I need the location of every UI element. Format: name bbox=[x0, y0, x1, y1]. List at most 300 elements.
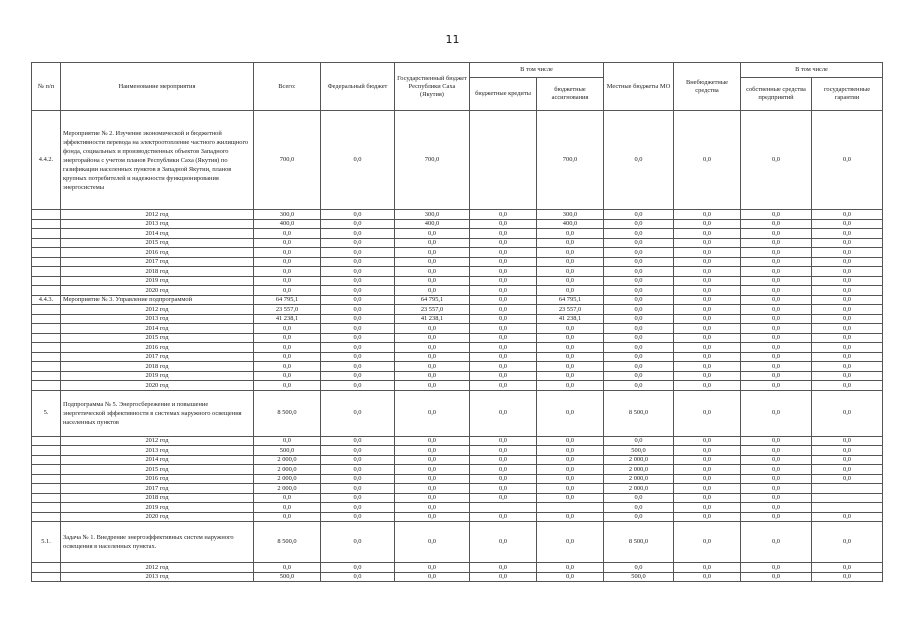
value-cell: 0,0 bbox=[395, 474, 470, 484]
value-cell: 0,0 bbox=[537, 257, 604, 267]
value-cell: 0,0 bbox=[812, 229, 883, 239]
value-cell: 0,0 bbox=[604, 381, 674, 391]
value-cell: 0,0 bbox=[674, 522, 741, 563]
header-row-1 bbox=[32, 63, 883, 78]
value-cell: 0,0 bbox=[395, 267, 470, 277]
value-cell: 0,0 bbox=[321, 474, 395, 484]
value-cell: 0,0 bbox=[254, 352, 321, 362]
value-cell: 23 557,0 bbox=[537, 305, 604, 315]
value-cell: 0,0 bbox=[537, 371, 604, 381]
value-cell: 0,0 bbox=[321, 465, 395, 475]
value-cell: 0,0 bbox=[321, 305, 395, 315]
row-number-cell bbox=[32, 474, 61, 484]
value-cell: 0,0 bbox=[254, 343, 321, 353]
value-cell: 0,0 bbox=[741, 343, 812, 353]
value-cell: 0,0 bbox=[321, 455, 395, 465]
value-cell: 0,0 bbox=[674, 362, 741, 372]
value-cell: 0,0 bbox=[395, 522, 470, 563]
table-row bbox=[32, 248, 883, 258]
value-cell: 0,0 bbox=[604, 324, 674, 334]
value-cell: 8 500,0 bbox=[254, 390, 321, 436]
value-cell: 0,0 bbox=[470, 493, 537, 503]
value-cell: 0,0 bbox=[395, 493, 470, 503]
budget-table bbox=[31, 62, 883, 582]
table-row bbox=[32, 362, 883, 372]
value-cell: 0,0 bbox=[741, 248, 812, 258]
value-cell: 0,0 bbox=[321, 267, 395, 277]
value-cell: 2 000,0 bbox=[604, 474, 674, 484]
value-cell: 2 000,0 bbox=[604, 484, 674, 494]
row-number-cell bbox=[32, 446, 61, 456]
value-cell: 0,0 bbox=[741, 493, 812, 503]
value-cell: 0,0 bbox=[254, 436, 321, 446]
value-cell: 0,0 bbox=[537, 465, 604, 475]
value-cell: 400,0 bbox=[395, 219, 470, 229]
value-cell: 0,0 bbox=[741, 381, 812, 391]
value-cell: 0,0 bbox=[604, 210, 674, 220]
table-row bbox=[32, 371, 883, 381]
value-cell: 0,0 bbox=[812, 314, 883, 324]
value-cell: 0,0 bbox=[321, 512, 395, 522]
row-number-cell bbox=[32, 210, 61, 220]
value-cell: 0,0 bbox=[604, 295, 674, 305]
value-cell: 0,0 bbox=[321, 563, 395, 573]
table-row bbox=[32, 381, 883, 391]
value-cell: 0,0 bbox=[254, 229, 321, 239]
col-header-state: Государственный бюджет Республики Саха (Якутия) bbox=[395, 63, 470, 111]
row-number-cell bbox=[32, 572, 61, 582]
value-cell: 0,0 bbox=[470, 484, 537, 494]
value-cell: 0,0 bbox=[812, 238, 883, 248]
col-header-name: Наименование мероприятия bbox=[61, 63, 254, 111]
row-name-cell: 2019 год bbox=[61, 503, 254, 513]
value-cell: 0,0 bbox=[395, 343, 470, 353]
value-cell: 0,0 bbox=[812, 563, 883, 573]
value-cell: 0,0 bbox=[812, 390, 883, 436]
row-name-cell: 2017 год bbox=[61, 484, 254, 494]
table-row bbox=[32, 238, 883, 248]
row-number-cell bbox=[32, 257, 61, 267]
row-name-cell: 2015 год bbox=[61, 238, 254, 248]
value-cell: 0,0 bbox=[470, 229, 537, 239]
value-cell: 0,0 bbox=[537, 238, 604, 248]
value-cell: 0,0 bbox=[674, 572, 741, 582]
value-cell: 0,0 bbox=[321, 248, 395, 258]
table-row bbox=[32, 474, 883, 484]
col-header-assign: бюджетные ассигнования bbox=[537, 78, 604, 111]
value-cell: 23 557,0 bbox=[395, 305, 470, 315]
value-cell: 0,0 bbox=[674, 305, 741, 315]
value-cell: 0,0 bbox=[321, 229, 395, 239]
row-name-cell: Задача № 1. Внедрение энергоэффективных систем наружного освещения в населенных пунктах. bbox=[61, 522, 254, 563]
value-cell: 0,0 bbox=[604, 436, 674, 446]
value-cell: 0,0 bbox=[741, 219, 812, 229]
value-cell: 0,0 bbox=[321, 381, 395, 391]
table-row bbox=[32, 390, 883, 436]
value-cell: 0,0 bbox=[741, 286, 812, 296]
value-cell: 0,0 bbox=[321, 238, 395, 248]
row-name-cell: 2012 год bbox=[61, 210, 254, 220]
value-cell: 0,0 bbox=[470, 314, 537, 324]
value-cell: 0,0 bbox=[470, 455, 537, 465]
value-cell: 0,0 bbox=[741, 333, 812, 343]
value-cell: 0,0 bbox=[812, 111, 883, 210]
value-cell: 0,0 bbox=[604, 219, 674, 229]
value-cell: 500,0 bbox=[254, 572, 321, 582]
value-cell: 0,0 bbox=[741, 465, 812, 475]
row-name-cell: 2014 год bbox=[61, 324, 254, 334]
value-cell bbox=[470, 503, 537, 513]
value-cell: 0,0 bbox=[741, 238, 812, 248]
value-cell: 0,0 bbox=[741, 305, 812, 315]
value-cell: 0,0 bbox=[395, 352, 470, 362]
value-cell: 0,0 bbox=[674, 295, 741, 305]
value-cell: 0,0 bbox=[470, 563, 537, 573]
value-cell: 0,0 bbox=[741, 210, 812, 220]
value-cell: 0,0 bbox=[470, 343, 537, 353]
value-cell: 0,0 bbox=[812, 257, 883, 267]
value-cell: 64 795,1 bbox=[254, 295, 321, 305]
value-cell: 0,0 bbox=[254, 493, 321, 503]
value-cell: 0,0 bbox=[674, 219, 741, 229]
value-cell: 0,0 bbox=[470, 257, 537, 267]
value-cell: 0,0 bbox=[537, 333, 604, 343]
value-cell: 8 500,0 bbox=[604, 390, 674, 436]
page-number: 11 bbox=[445, 33, 460, 46]
value-cell: 41 238,1 bbox=[254, 314, 321, 324]
value-cell: 0,0 bbox=[674, 229, 741, 239]
value-cell: 0,0 bbox=[395, 390, 470, 436]
row-number-cell bbox=[32, 436, 61, 446]
value-cell: 0,0 bbox=[470, 352, 537, 362]
value-cell: 0,0 bbox=[537, 563, 604, 573]
value-cell: 0,0 bbox=[674, 371, 741, 381]
value-cell: 0,0 bbox=[470, 333, 537, 343]
table-row bbox=[32, 455, 883, 465]
value-cell: 0,0 bbox=[321, 343, 395, 353]
value-cell: 0,0 bbox=[395, 572, 470, 582]
value-cell: 0,0 bbox=[812, 333, 883, 343]
value-cell: 0,0 bbox=[470, 295, 537, 305]
value-cell: 0,0 bbox=[537, 522, 604, 563]
value-cell: 0,0 bbox=[741, 512, 812, 522]
row-number-cell bbox=[32, 371, 61, 381]
table-row bbox=[32, 210, 883, 220]
value-cell: 0,0 bbox=[604, 333, 674, 343]
row-name-cell: 2014 год bbox=[61, 455, 254, 465]
row-name-cell: 2018 год bbox=[61, 362, 254, 372]
value-cell: 0,0 bbox=[537, 381, 604, 391]
value-cell: 0,0 bbox=[254, 362, 321, 372]
table-row bbox=[32, 276, 883, 286]
row-name-cell: 2020 год bbox=[61, 286, 254, 296]
col-header-total: Всего: bbox=[254, 63, 321, 111]
value-cell: 0,0 bbox=[395, 512, 470, 522]
value-cell: 0,0 bbox=[470, 305, 537, 315]
row-name-cell: 2012 год bbox=[61, 563, 254, 573]
value-cell: 0,0 bbox=[604, 314, 674, 324]
value-cell: 0,0 bbox=[741, 324, 812, 334]
table-row bbox=[32, 267, 883, 277]
value-cell: 0,0 bbox=[395, 381, 470, 391]
value-cell: 0,0 bbox=[254, 333, 321, 343]
value-cell: 0,0 bbox=[470, 362, 537, 372]
value-cell: 0,0 bbox=[470, 381, 537, 391]
value-cell: 0,0 bbox=[741, 314, 812, 324]
table-row bbox=[32, 352, 883, 362]
row-name-cell: 2015 год bbox=[61, 465, 254, 475]
value-cell: 0,0 bbox=[321, 493, 395, 503]
value-cell: 0,0 bbox=[812, 286, 883, 296]
value-cell: 0,0 bbox=[674, 324, 741, 334]
value-cell: 0,0 bbox=[395, 465, 470, 475]
value-cell: 0,0 bbox=[674, 381, 741, 391]
value-cell: 0,0 bbox=[321, 111, 395, 210]
value-cell: 0,0 bbox=[604, 503, 674, 513]
value-cell: 0,0 bbox=[812, 343, 883, 353]
row-number-cell bbox=[32, 248, 61, 258]
col-header-incl-2: В том числе bbox=[741, 63, 883, 78]
value-cell: 2 000,0 bbox=[254, 455, 321, 465]
value-cell: 0,0 bbox=[812, 267, 883, 277]
value-cell: 300,0 bbox=[537, 210, 604, 220]
value-cell: 0,0 bbox=[674, 343, 741, 353]
row-number-cell bbox=[32, 465, 61, 475]
value-cell: 0,0 bbox=[604, 238, 674, 248]
value-cell: 0,0 bbox=[470, 465, 537, 475]
value-cell: 0,0 bbox=[321, 257, 395, 267]
table-row bbox=[32, 257, 883, 267]
value-cell: 0,0 bbox=[470, 522, 537, 563]
value-cell: 41 238,1 bbox=[395, 314, 470, 324]
value-cell: 0,0 bbox=[604, 305, 674, 315]
value-cell: 300,0 bbox=[395, 210, 470, 220]
value-cell: 0,0 bbox=[812, 210, 883, 220]
row-number-cell bbox=[32, 362, 61, 372]
value-cell: 0,0 bbox=[321, 484, 395, 494]
row-name-cell: Мероприятие № 3. Управление подпрограммой bbox=[61, 295, 254, 305]
value-cell: 2 000,0 bbox=[254, 484, 321, 494]
value-cell: 500,0 bbox=[604, 572, 674, 582]
value-cell: 0,0 bbox=[604, 257, 674, 267]
table-row bbox=[32, 111, 883, 210]
value-cell: 0,0 bbox=[812, 512, 883, 522]
value-cell: 0,0 bbox=[604, 286, 674, 296]
value-cell: 0,0 bbox=[321, 324, 395, 334]
col-header-local: Местные бюджеты МО bbox=[604, 63, 674, 111]
value-cell: 0,0 bbox=[537, 229, 604, 239]
table-row bbox=[32, 314, 883, 324]
value-cell: 0,0 bbox=[254, 503, 321, 513]
value-cell: 0,0 bbox=[741, 572, 812, 582]
value-cell: 0,0 bbox=[470, 286, 537, 296]
value-cell: 0,0 bbox=[741, 371, 812, 381]
table-row bbox=[32, 219, 883, 229]
row-name-cell: 2018 год bbox=[61, 267, 254, 277]
value-cell: 0,0 bbox=[395, 446, 470, 456]
value-cell: 0,0 bbox=[537, 446, 604, 456]
value-cell: 0,0 bbox=[470, 276, 537, 286]
value-cell: 0,0 bbox=[604, 248, 674, 258]
table-body bbox=[32, 63, 883, 582]
row-number-cell: 5. bbox=[32, 390, 61, 436]
value-cell: 400,0 bbox=[254, 219, 321, 229]
row-number-cell bbox=[32, 512, 61, 522]
row-name-cell: 2013 год bbox=[61, 314, 254, 324]
value-cell: 0,0 bbox=[395, 563, 470, 573]
row-number-cell bbox=[32, 484, 61, 494]
value-cell: 23 557,0 bbox=[254, 305, 321, 315]
value-cell: 8 500,0 bbox=[254, 522, 321, 563]
row-number-cell bbox=[32, 314, 61, 324]
value-cell: 700,0 bbox=[395, 111, 470, 210]
col-header-no: № п/п bbox=[32, 63, 61, 111]
value-cell: 0,0 bbox=[395, 276, 470, 286]
value-cell: 0,0 bbox=[604, 276, 674, 286]
col-header-credits: бюджетные кредиты bbox=[470, 78, 537, 111]
value-cell: 0,0 bbox=[674, 474, 741, 484]
row-name-cell: 2017 год bbox=[61, 257, 254, 267]
value-cell: 0,0 bbox=[321, 210, 395, 220]
value-cell: 0,0 bbox=[395, 324, 470, 334]
value-cell: 0,0 bbox=[395, 248, 470, 258]
row-number-cell bbox=[32, 286, 61, 296]
value-cell: 0,0 bbox=[812, 446, 883, 456]
row-number-cell bbox=[32, 276, 61, 286]
value-cell: 0,0 bbox=[537, 276, 604, 286]
value-cell: 0,0 bbox=[812, 295, 883, 305]
value-cell: 0,0 bbox=[812, 362, 883, 372]
value-cell: 0,0 bbox=[741, 111, 812, 210]
row-name-cell: 2017 год bbox=[61, 352, 254, 362]
value-cell: 0,0 bbox=[395, 257, 470, 267]
value-cell: 0,0 bbox=[741, 522, 812, 563]
value-cell: 0,0 bbox=[254, 286, 321, 296]
value-cell: 0,0 bbox=[604, 229, 674, 239]
value-cell: 2 000,0 bbox=[604, 455, 674, 465]
table-row bbox=[32, 436, 883, 446]
value-cell: 0,0 bbox=[395, 371, 470, 381]
table-row bbox=[32, 229, 883, 239]
value-cell: 0,0 bbox=[674, 238, 741, 248]
value-cell: 0,0 bbox=[604, 493, 674, 503]
value-cell: 0,0 bbox=[812, 276, 883, 286]
value-cell: 0,0 bbox=[395, 362, 470, 372]
value-cell: 0,0 bbox=[674, 257, 741, 267]
row-number-cell bbox=[32, 352, 61, 362]
row-name-cell: 2019 год bbox=[61, 371, 254, 381]
value-cell: 0,0 bbox=[812, 465, 883, 475]
row-number-cell bbox=[32, 333, 61, 343]
value-cell: 64 795,1 bbox=[395, 295, 470, 305]
row-number-cell bbox=[32, 381, 61, 391]
value-cell: 0,0 bbox=[741, 257, 812, 267]
value-cell: 0,0 bbox=[254, 238, 321, 248]
value-cell: 0,0 bbox=[741, 503, 812, 513]
value-cell bbox=[812, 493, 883, 503]
value-cell: 0,0 bbox=[395, 436, 470, 446]
value-cell: 2 000,0 bbox=[254, 474, 321, 484]
value-cell: 0,0 bbox=[321, 503, 395, 513]
col-header-own: собственные средства предприятий bbox=[741, 78, 812, 111]
value-cell: 0,0 bbox=[741, 352, 812, 362]
value-cell: 0,0 bbox=[470, 371, 537, 381]
value-cell: 0,0 bbox=[395, 333, 470, 343]
value-cell: 0,0 bbox=[470, 512, 537, 522]
table-row bbox=[32, 286, 883, 296]
value-cell: 0,0 bbox=[395, 238, 470, 248]
value-cell: 0,0 bbox=[470, 248, 537, 258]
value-cell: 0,0 bbox=[254, 257, 321, 267]
value-cell: 300,0 bbox=[254, 210, 321, 220]
row-number-cell bbox=[32, 455, 61, 465]
value-cell: 0,0 bbox=[470, 210, 537, 220]
value-cell: 0,0 bbox=[604, 362, 674, 372]
value-cell: 0,0 bbox=[395, 455, 470, 465]
table-row bbox=[32, 484, 883, 494]
value-cell: 0,0 bbox=[321, 333, 395, 343]
value-cell: 0,0 bbox=[812, 474, 883, 484]
value-cell: 0,0 bbox=[537, 512, 604, 522]
value-cell: 0,0 bbox=[254, 563, 321, 573]
value-cell: 0,0 bbox=[741, 267, 812, 277]
row-name-cell: 2012 год bbox=[61, 436, 254, 446]
row-number-cell bbox=[32, 343, 61, 353]
row-number-cell bbox=[32, 503, 61, 513]
value-cell: 0,0 bbox=[674, 314, 741, 324]
row-name-cell: 2019 год bbox=[61, 276, 254, 286]
value-cell: 0,0 bbox=[604, 352, 674, 362]
value-cell: 0,0 bbox=[674, 390, 741, 436]
value-cell: 0,0 bbox=[604, 563, 674, 573]
value-cell: 8 500,0 bbox=[604, 522, 674, 563]
value-cell: 0,0 bbox=[395, 286, 470, 296]
value-cell: 0,0 bbox=[321, 314, 395, 324]
value-cell: 0,0 bbox=[674, 276, 741, 286]
value-cell: 500,0 bbox=[604, 446, 674, 456]
value-cell: 0,0 bbox=[321, 446, 395, 456]
value-cell: 0,0 bbox=[604, 371, 674, 381]
value-cell: 0,0 bbox=[674, 352, 741, 362]
value-cell: 700,0 bbox=[537, 111, 604, 210]
col-header-incl-1: В том числе bbox=[470, 63, 604, 78]
row-number-cell bbox=[32, 493, 61, 503]
value-cell: 0,0 bbox=[812, 305, 883, 315]
table-row bbox=[32, 343, 883, 353]
value-cell: 0,0 bbox=[537, 248, 604, 258]
value-cell: 0,0 bbox=[674, 111, 741, 210]
value-cell: 0,0 bbox=[674, 493, 741, 503]
row-name-cell: 2013 год bbox=[61, 446, 254, 456]
value-cell: 0,0 bbox=[604, 267, 674, 277]
row-name-cell: 2014 год bbox=[61, 229, 254, 239]
table-row bbox=[32, 295, 883, 305]
value-cell: 0,0 bbox=[674, 446, 741, 456]
value-cell: 0,0 bbox=[674, 484, 741, 494]
value-cell: 0,0 bbox=[470, 390, 537, 436]
value-cell: 0,0 bbox=[254, 381, 321, 391]
value-cell: 0,0 bbox=[674, 267, 741, 277]
row-number-cell bbox=[32, 324, 61, 334]
col-header-federal: Федеральный бюджет bbox=[321, 63, 395, 111]
row-number-cell bbox=[32, 267, 61, 277]
value-cell: 0,0 bbox=[674, 210, 741, 220]
value-cell: 0,0 bbox=[470, 572, 537, 582]
value-cell: 0,0 bbox=[321, 362, 395, 372]
value-cell: 0,0 bbox=[741, 229, 812, 239]
table-row bbox=[32, 493, 883, 503]
value-cell: 0,0 bbox=[395, 229, 470, 239]
